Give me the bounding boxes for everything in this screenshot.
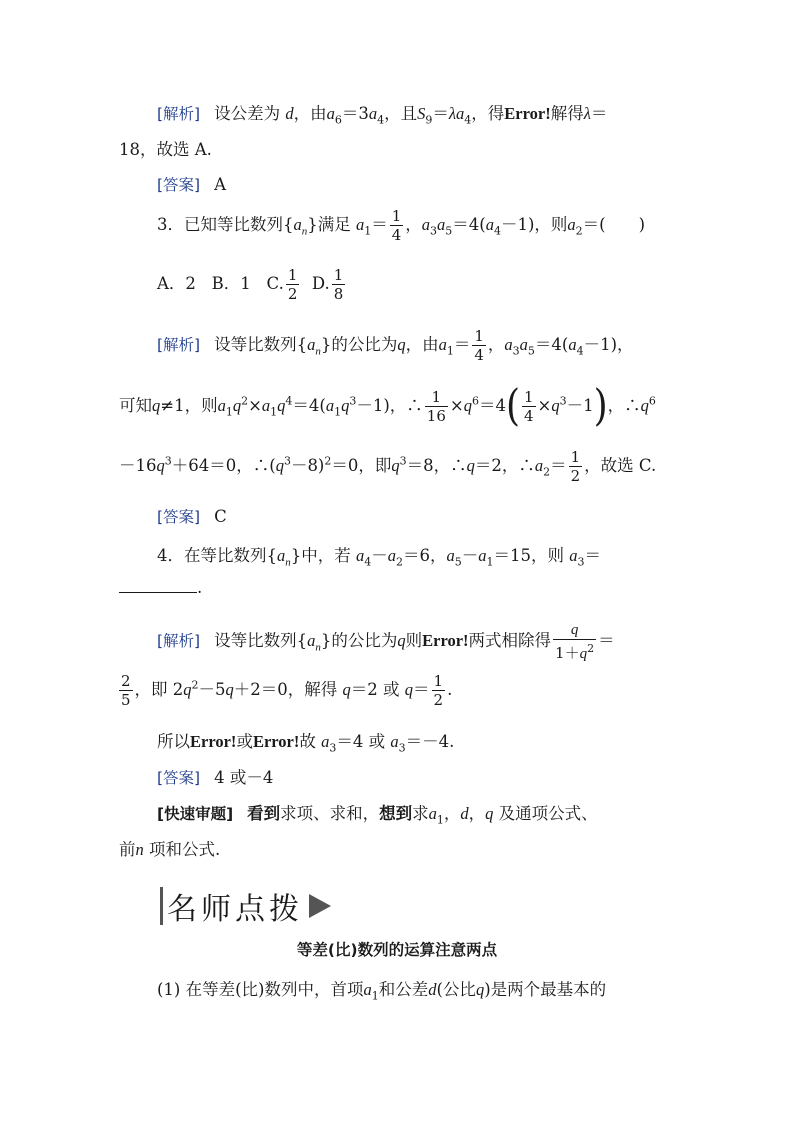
text: ＝8，∴ xyxy=(406,456,467,475)
text: ＝0，即 xyxy=(331,456,392,475)
quick-review-line1: [快速审题] 看到求项、求和，想到求$a_1$，d，q 及通项公式、 xyxy=(157,804,598,827)
text: 所以 xyxy=(157,732,190,751)
fraction: $\frac{1}{8}$ xyxy=(333,266,344,303)
play-triangle-icon xyxy=(309,894,331,918)
q2-answer-line xyxy=(157,173,674,195)
answer-tag: [答案] xyxy=(157,769,201,787)
text: －5 xyxy=(198,680,226,699)
text: ＝2 或 xyxy=(350,680,400,699)
error-mark: Error! xyxy=(190,732,237,751)
text: 故 xyxy=(299,732,316,751)
text: ＝－4. xyxy=(405,732,455,751)
text: 解得 xyxy=(550,104,584,123)
text: ，则 xyxy=(534,215,568,234)
text: －16 xyxy=(119,456,157,475)
answer-value: 4 或－4 xyxy=(214,768,274,787)
q3-stem: 3．已知等比数列$\{a_n\}$满足 $a_1=$ $\frac{1}{4}$ ，$a_3a_5=4(a_4-1)$，则$a_2=$( ) xyxy=(157,207,646,244)
error-mark: Error! xyxy=(504,104,551,123)
text: ，得 xyxy=(471,104,505,123)
text: (公比 xyxy=(436,980,476,999)
text: }满足 xyxy=(307,215,351,234)
text: ，即 2 xyxy=(134,680,184,699)
fraction: $\frac{1}{4}$ xyxy=(524,388,534,425)
error-mark: Error! xyxy=(252,732,300,751)
text: 求项、求和， xyxy=(280,804,380,823)
analysis-tag: [解析] xyxy=(157,105,201,123)
text: 3．已知等比数列{ xyxy=(157,215,294,234)
fraction: $\frac{1}{2}$ xyxy=(287,266,298,303)
text: ，故选 C. xyxy=(584,456,657,475)
text: 求 xyxy=(412,804,429,823)
text: 则 xyxy=(405,631,423,650)
answer-tag: [答案] xyxy=(157,508,201,526)
option-b: B．1 xyxy=(211,274,251,293)
text: }中，若 xyxy=(290,546,351,565)
q3-analysis-line2: 可知q≠1，则$a_1q^2\times a_1q^4=4(a_1q^3-1)$，∴ $\frac{1}{16}$ $\times q^6=4$( $\frac{1}{4}$ $\times q^3-1$)，$\therefore q^6$ xyxy=(119,381,656,431)
fraction: $\frac{2}{5}$ xyxy=(121,672,131,709)
answer-value: C xyxy=(214,507,227,526)
section-paragraph: (1) 在等差(比)数列中，首项$a_1$和公差d(公比q)是两个最基本的 xyxy=(157,980,607,1003)
q3-options xyxy=(157,266,674,303)
option-d: D. xyxy=(311,274,330,293)
text: 或 xyxy=(236,732,253,751)
text: ，由 xyxy=(405,335,439,354)
text: )是两个最基本的 xyxy=(484,980,607,999)
text: 项和公式. xyxy=(149,840,221,859)
text: ＝2，∴ xyxy=(474,456,535,475)
text: 两式相除得 xyxy=(468,631,552,650)
quick-review-line2: 前n 项和公式. xyxy=(119,840,221,859)
text: 看到 xyxy=(247,804,281,823)
section-title: 名师点拨 xyxy=(167,892,303,927)
answer-tag: [答案] xyxy=(157,176,201,194)
q4-analysis-line1: [解析] 设等比数列$\{a_n\}$的公比为q则Error!两式相除得 $\frac{q}{1+q^2}$ ＝ xyxy=(157,622,615,662)
q2-analysis-cont: 18，故选 A. xyxy=(119,140,212,159)
q4-analysis-line2: $\frac{2}{5}$ ，即 $2q^2-5q+2=0$，解得 q＝2 或 q＝ $\frac{1}{2}$ . xyxy=(121,672,453,709)
fraction: $\frac{q}{1+q^2}$ xyxy=(555,622,595,662)
fraction: $\frac{1}{4}$ xyxy=(474,327,484,364)
text: ，由 xyxy=(293,104,327,123)
text: ＋64＝0，∴( xyxy=(171,456,276,475)
text: ，且 xyxy=(384,104,418,123)
error-mark: Error! xyxy=(422,631,469,650)
analysis-tag: [解析] xyxy=(157,632,201,650)
fraction: $\frac{1}{16}$ xyxy=(426,388,446,425)
section-heading xyxy=(160,886,331,926)
q4-analysis-line3: 所以Error!或Error!故 $a_3=4$ 或 $a_3=-4$. xyxy=(157,732,455,755)
text: 和公差 xyxy=(378,980,429,999)
text: 可知 xyxy=(119,396,152,415)
analysis-tag: [解析] xyxy=(157,336,201,354)
text: －8) xyxy=(290,456,325,475)
quick-review-tag: [快速审题] xyxy=(157,805,234,823)
fraction: $\frac{1}{2}$ xyxy=(433,672,444,709)
text: ≠1，则 xyxy=(160,396,218,415)
text: }的公比为 xyxy=(320,631,398,650)
q4-stem: 4．在等比数列$\{a_n\}$中，若 $a_4-a_2=6$，$a_5-a_1=15$，则 $a_3=$ xyxy=(157,546,601,569)
q3-analysis-line3: $-16q^3+64=0$，$\therefore(q^3-8)^2=0$，即$q^3=8$，∴q＝2，$\therefore a_2=$ $\frac{1}{2}$ ，故选 C. xyxy=(119,448,657,485)
text: }的公比为 xyxy=(320,335,398,354)
q4-answer-line xyxy=(157,764,674,788)
text: 想到 xyxy=(379,804,413,823)
text: 4．在等比数列{ xyxy=(157,546,277,565)
answer-blank xyxy=(119,578,197,593)
fraction: $\frac{1}{4}$ xyxy=(391,207,402,244)
text: ＝4 或 xyxy=(336,732,386,751)
section-subtitle: 等差(比)数列的运算注意两点 xyxy=(296,941,498,959)
q3-answer-line xyxy=(157,505,674,527)
option-c: C. xyxy=(266,274,284,293)
heading-bar xyxy=(160,887,163,925)
q2-analysis-line: [解析] 设公差为 d，由$a_6=3a_4$，且$S_9=\lambda a_4$，得Error!解得λ＝ xyxy=(157,104,608,127)
text: 设等比数列{ xyxy=(214,335,308,354)
text: ，则 xyxy=(531,546,564,565)
option-a: A．2 xyxy=(157,274,196,293)
answer-value: A xyxy=(214,175,227,194)
q3-analysis-line1: [解析] 设等比数列$\{a_n\}$的公比为q，由$a_1=$ $\frac{1}{4}$ ，$a_3a_5=4(a_4-1)$， xyxy=(157,327,634,364)
text: 设等比数列{ xyxy=(214,631,308,650)
text: 及通项公式、 xyxy=(498,804,598,823)
text: 设公差为 xyxy=(214,104,281,123)
fraction: $\frac{1}{2}$ xyxy=(570,448,581,485)
text: ＋2＝0，解得 xyxy=(233,680,338,699)
text: (1) 在等差(比)数列中，首项 xyxy=(157,980,364,999)
q4-blank-line: . xyxy=(119,578,674,597)
